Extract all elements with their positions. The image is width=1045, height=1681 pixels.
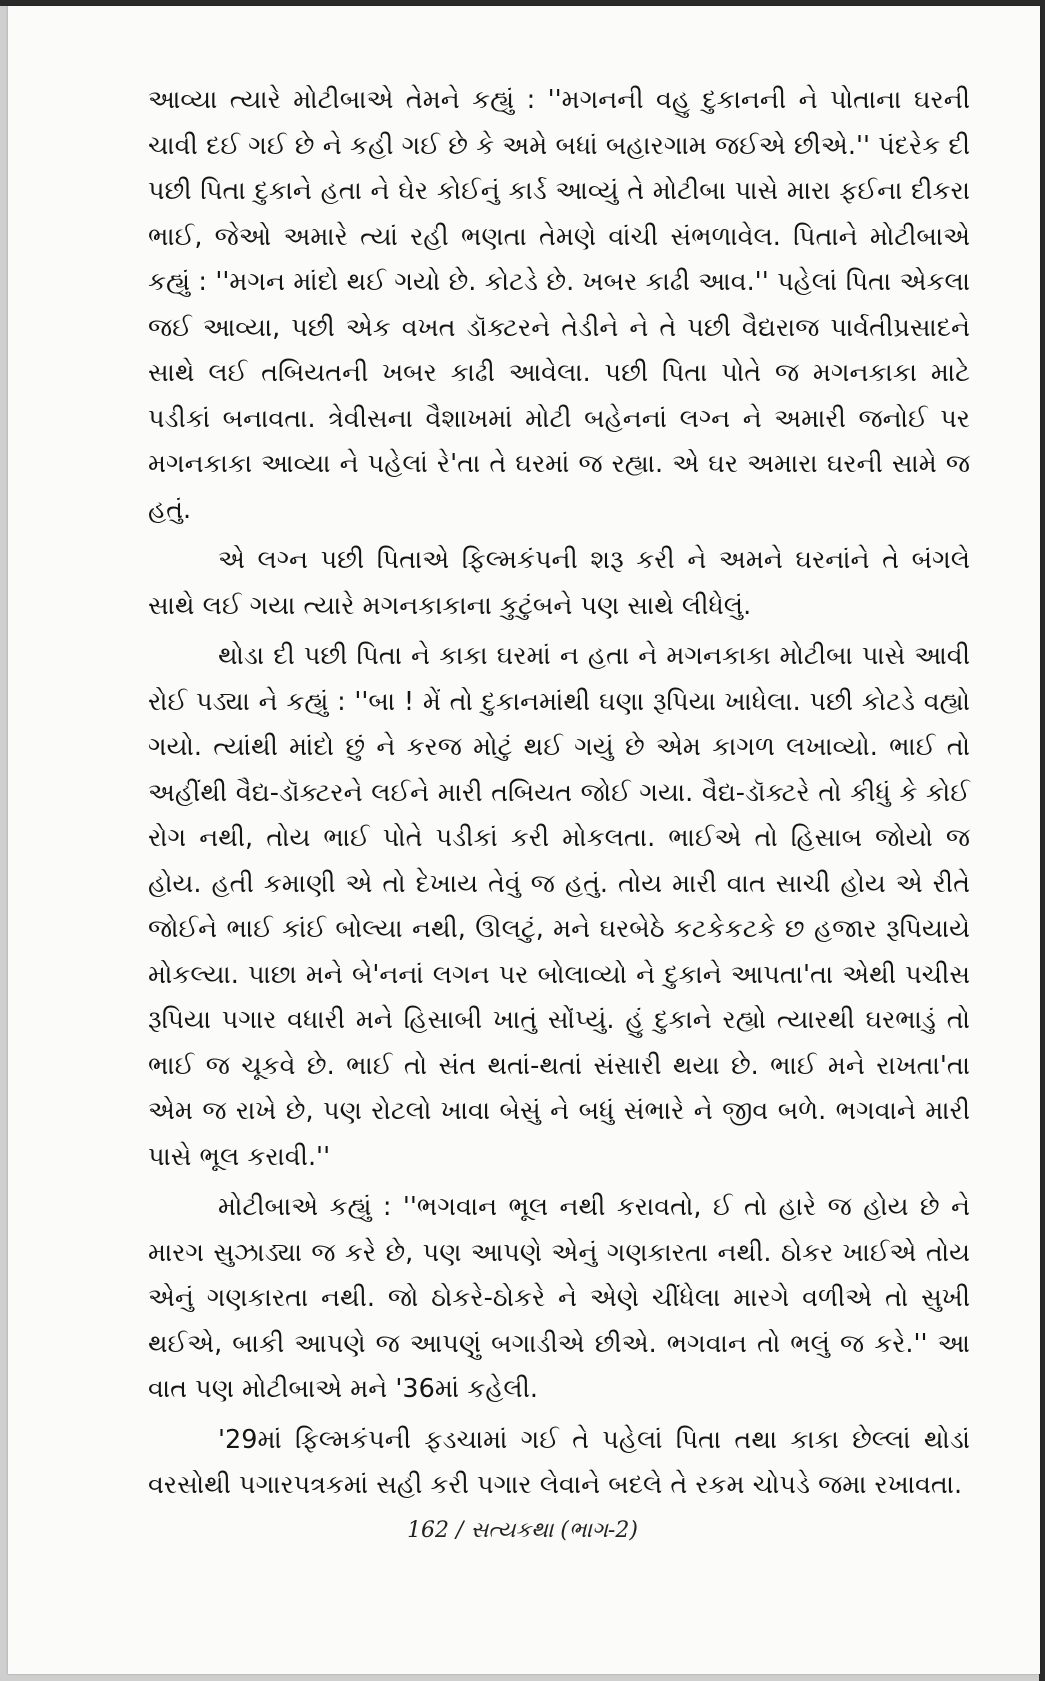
paragraph-4: મોટીબાએ કહ્યું : ''ભગવાન ભૂલ નથી કરાવતો, ઈ તો હારે જ હોય છે ને મારગ સુઝાડ્યા જ કરે છે, પણ આપણે એનું ગણકારતા નથી. ઠોકર ખાઈએ તોય એનું ગણકારતા નથી. જો ઠોકરે-ઠોકરે ને એણે ચીંધેલા મારગે વળીએ તો સુખી થઈએ, બાકી આપણે જ આપણું બગાડીએ છીએ. ભગવાન તો ભલું જ કરે.'' આ વાત પણ મોટીબાએ મને '36માં કહેલી. [148,1192,970,1404]
paragraph-3: થોડા દી પછી પિતા ને કાકા ઘરમાં ન હતા ને મગનકાકા મોટીબા પાસે આવી રોઈ પડ્યા ને કહ્યું : ''બા ! મેં તો દુકાનમાંથી ઘણા રૂપિયા ખાધેલા. પછી કોટડે વહ્યો ગયો. ત્યાંથી માંદો છું ને કરજ મોટું થઈ ગયું છે એમ કાગળ લખાવ્યો. ભાઈ તો અહીંથી વૈદ્ય-ડૉક્ટરને લઈને મારી તબિયત જોઈ ગયા. વૈદ્ય-ડૉક્ટરે તો કીધું કે કોઈ રોગ નથી, તોય ભાઈ પોતે પડીકાં કરી મોકલતા. ભાઈએ તો હિસાબ જોયો જ હોય. હતી કમાણી એ તો દેખાય તેવું જ હતું. તોય મારી વાત સાચી હોય એ રીતે જોઈને ભાઈ કાંઈ બોલ્યા નથી, ઊલટું, મને ઘરબેઠે કટકેકટકે છ હજાર રૂપિયાયે મોકલ્યા. પાછા મને બે'નનાં લગન પર બોલાવ્યો ને દુકાને આપતા'તા એથી પચીસ રૂપિયા પગાર વધારી મને હિસાબી ખાતું સોંપ્યું. હું દુકાને રહ્યો ત્યારથી ઘરભાડું તો ભાઈ જ ચૂકવે છે. ભાઈ તો સંત થતાં-થતાં સંસારી થયા છે. ભાઈ મને રાખતા'તા એમ જ રાખે છે, પણ રોટલો ખાવા બેસું ને બધું સંભારે ને જીવ બળે. ભગવાને મારી પાસે ભૂલ કરાવી.'' [148,641,970,1172]
paragraph-1: આવ્યા ત્યારે મોટીબાએ તેમને કહ્યું : ''મગનની વહુ દુકાનની ને પોતાના ઘરની ચાવી દઈ ગઈ છે ને કહી ગઈ છે કે અમે બધાં બહારગામ જઈએ છીએ.'' પંદરેક દી પછી પિતા દુકાને હતા ને ઘેર કોઈનું કાર્ડ આવ્યું તે મોટીબા પાસે મારા ફઈના દીકરા ભાઈ, જેઓ અમારે ત્યાં રહી ભણતા તેમણે વાંચી સંભળાવેલ. પિતાને મોટીબાએ કહ્યું : ''મગન માંદો થઈ ગયો છે. કોટડે છે. ખબર કાઢી આવ.'' પહેલાં પિતા એકલા જઈ આવ્યા, પછી એક વખત ડૉક્ટરને તેડીને ને તે પછી વૈદ્યરાજ પાર્વતીપ્રસાદને સાથે લઈ તબિયતની ખબર કાઢી આવેલા. પછી પિતા પોતે જ મગનકાકા માટે પડીકાં બનાવતા. ત્રેવીસના વૈશાખમાં મોટી બહેનનાં લગ્ન ને અમારી જનોઈ પર મગનકાકા આવ્યા ને પહેલાં રે'તા તે ઘરમાં જ રહ્યા. એ ઘર અમારા ઘરની સામે જ હતું. [148,85,970,525]
paragraph-2: એ લગ્ન પછી પિતાએ ફિલ્મકંપની શરૂ કરી ને અમને ઘરનાંને તે બંગલે સાથે લઈ ગયા ત્યારે મગનકાકાના કુટુંબને પણ સાથે લીધેલું. [148,545,970,621]
page-body [148,78,970,1514]
paragraph-5: '29માં ફિલ્મકંપની ફડચામાં ગઈ તે પહેલાં પિતા તથા કાકા છેલ્લાં થોડાં વરસોથી પગારપત્રકમાં સહી કરી પગાર લેવાને બદલે તે રકમ ચોપડે જમા રખાવતા. [148,1424,970,1500]
page-footer: 162 / સત્યકથા (ભાગ-2) [407,1518,638,1543]
